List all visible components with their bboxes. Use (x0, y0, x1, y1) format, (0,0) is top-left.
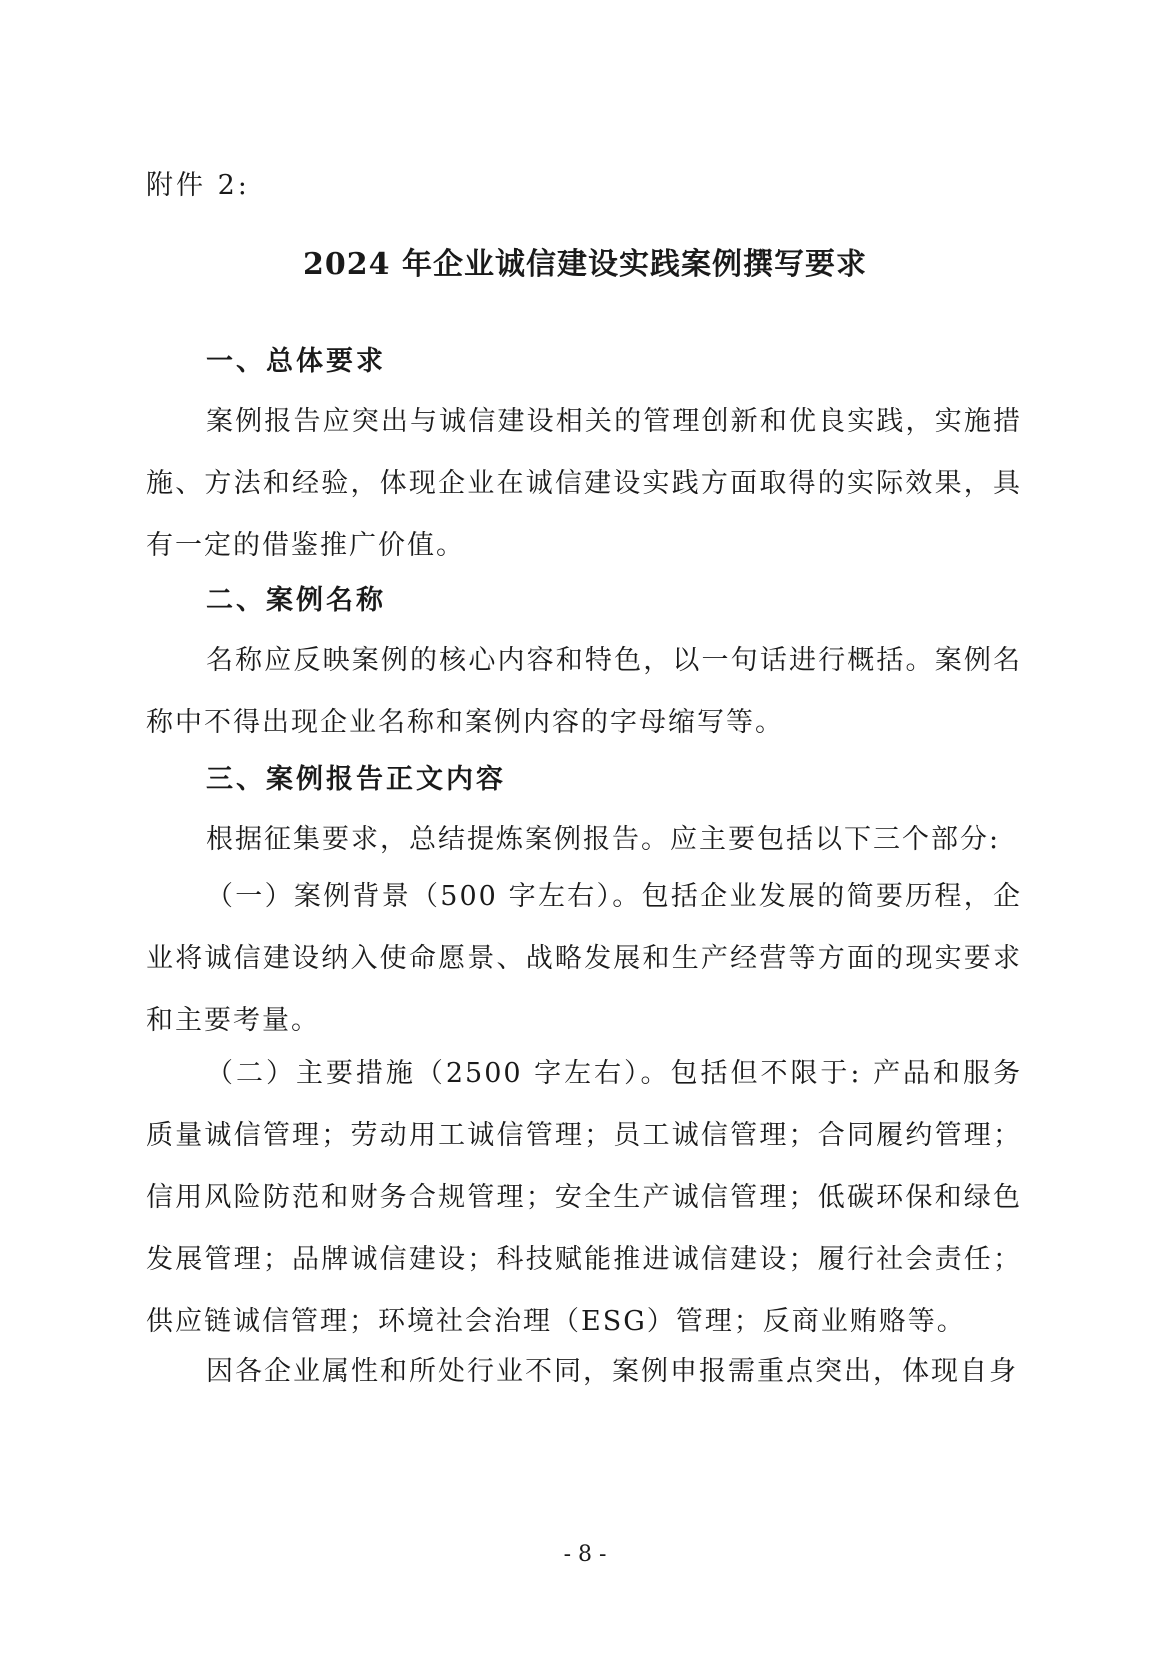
section-heading-case-name: 二、案例名称 (206, 585, 386, 616)
paragraph-main-measures: （二）主要措施（2500 字左右）。包括但不限于: 产品和服务质量诚信管理；劳动用工诚信管理；员工诚信管理；合同履约管理；信用风险防范和财务合规管理；安全生产诚信管理；低碳环保和绿色发展管理；品牌诚信建设；科技赋能推进诚信建设；履行社会责任；供应链诚信管理；环境社会治理（ESG）管理；反商业贿赂等。 (146, 1058, 1022, 1337)
section-heading-report-content: 三、案例报告正文内容 (206, 764, 506, 795)
page-number: - 8 - (563, 1542, 607, 1567)
paragraph-general-requirements: 案例报告应突出与诚信建设相关的管理创新和优良实践，实施措施、方法和经验，体现企业在诚信建设实践方面取得的实际效果，具有一定的借鉴推广价值。 (146, 406, 1022, 561)
paragraph-report-intro: 根据征集要求，总结提炼案例报告。应主要包括以下三个部分: (206, 824, 1001, 855)
attachment-label: 附件 2: (146, 170, 250, 201)
paragraph-case-background: （一）案例背景（500 字左右）。包括企业发展的简要历程，企业将诚信建设纳入使命愿景、战略发展和生产经营等方面的现实要求和主要考量。 (146, 881, 1022, 1036)
paragraph-case-name: 名称应反映案例的核心内容和特色，以一句话进行概括。案例名称中不得出现企业名称和案例内容的字母缩写等。 (146, 645, 1022, 738)
section-heading-general: 一、总体要求 (206, 346, 386, 377)
paragraph-industry-note: 因各企业属性和所处行业不同，案例申报需重点突出，体现自身 (206, 1356, 1018, 1387)
document-title: 2024 年企业诚信建设实践案例撰写要求 (303, 247, 867, 282)
